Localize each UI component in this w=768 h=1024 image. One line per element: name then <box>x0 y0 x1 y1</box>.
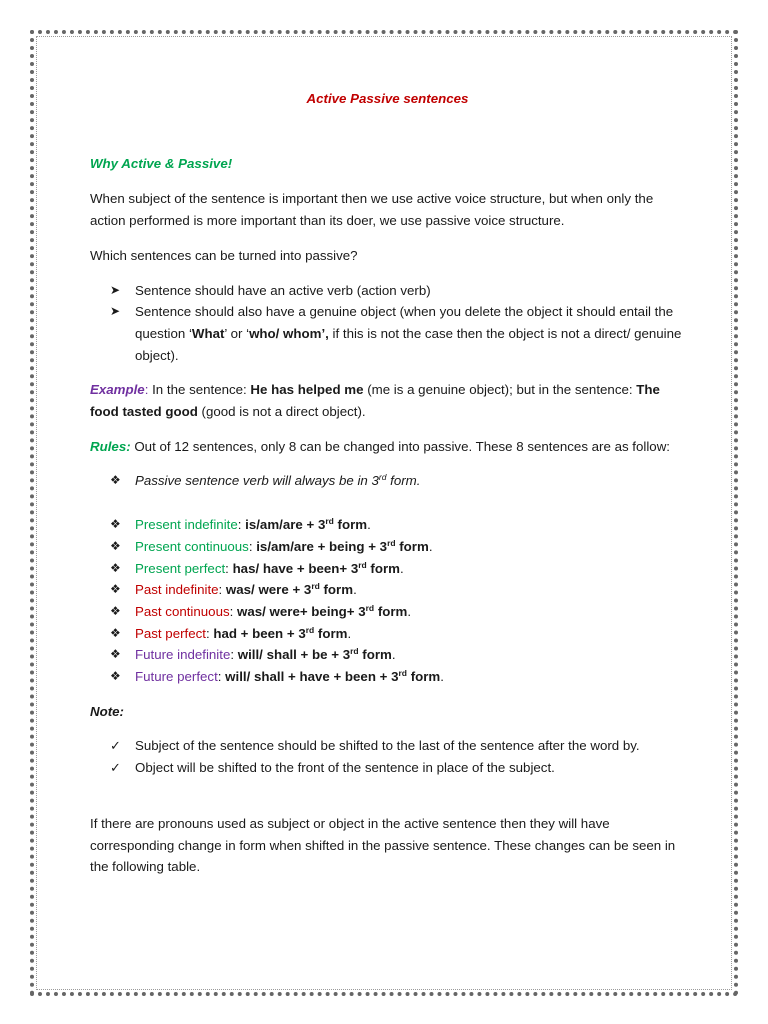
final-paragraph: If there are pronouns used as subject or object in the active sentence then they will have corresponding change in form when shifted in the passive sentence. These changes can be seen in the following table. <box>90 815 676 875</box>
which-question: Which sentences can be turned into passive? <box>90 247 358 263</box>
tense-formula: is/am/are + being + 3rd form <box>256 537 429 554</box>
requirement-text: ’ or ‘ <box>224 325 250 341</box>
note-item <box>90 735 685 757</box>
tense-item: ❖ Present perfect: has/ have + been+ 3rd form. <box>90 558 685 580</box>
tense-formula: will/ shall + have + been + 3rd form <box>225 668 441 685</box>
four-diamond-bullet-icon: ❖ <box>110 560 121 575</box>
tense-colon: : <box>230 647 238 663</box>
tense-name: Present continuous <box>135 538 249 554</box>
example-bold: The food tasted good <box>90 382 660 420</box>
tense-colon: : <box>225 560 233 576</box>
tense-colon: : <box>237 517 246 533</box>
passive-note-list <box>90 470 685 492</box>
checkmark-bullet-icon: ✓ <box>110 760 121 776</box>
requirement-text: Sentence should also have a genuine object (when you delete the object it should entail the question ‘ <box>135 304 674 341</box>
tense-formula: had + been + 3rd form <box>213 624 348 641</box>
four-diamond-bullet-icon: ❖ <box>110 517 121 532</box>
list-item <box>90 470 685 492</box>
example-text: (good is not a direct object). <box>197 404 366 420</box>
four-diamond-bullet-icon: ❖ <box>110 669 121 684</box>
spacer <box>90 492 685 514</box>
tense-list <box>90 514 685 688</box>
tense-name: Past perfect <box>135 625 206 641</box>
four-diamond-bullet-icon: ❖ <box>110 538 121 553</box>
tense-item: ❖ Present continuous: is/am/are + being + 3rd form. <box>90 536 685 558</box>
tense-name: Past indefinite <box>135 582 219 598</box>
requirements-list <box>90 280 685 367</box>
rules-label: Rules: <box>90 438 131 454</box>
four-diamond-bullet-icon: ❖ <box>110 582 121 597</box>
document-title: Active Passive sentences <box>306 91 469 106</box>
intro-paragraph: When subject of the sentence is important then we use active voice structure, but when only the action performed is more important than its doer, we use passive voice structure. <box>90 191 654 229</box>
checkmark-bullet-icon: ✓ <box>110 738 121 754</box>
document-body <box>90 88 685 891</box>
tense-colon: : <box>205 625 214 641</box>
four-diamond-bullet-icon: ❖ <box>110 473 121 488</box>
arrowhead-bullet-icon: ➤ <box>110 304 121 319</box>
tense-item: ❖ Present indefinite: is/am/are + 3rd form. <box>90 514 685 536</box>
tense-colon: : <box>229 603 238 619</box>
why-heading: Why Active & Passive! <box>90 155 233 171</box>
list-item <box>90 301 685 366</box>
example-label: Example <box>90 382 145 398</box>
tense-formula: has/ have + been+ 3rd form <box>232 559 400 576</box>
example-colon: : <box>144 382 149 398</box>
requirement-text: Sentence should have an active verb (action verb) <box>135 282 431 298</box>
tense-formula: was/ were + 3rd form <box>225 581 354 598</box>
note-list <box>90 735 685 778</box>
note-label: Note: <box>90 703 124 719</box>
tense-colon: : <box>248 538 257 554</box>
tense-item: ❖ Past indefinite: was/ were + 3rd form. <box>90 579 685 601</box>
tense-formula: was/ were+ being+ 3rd form <box>237 602 408 619</box>
note-text: Subject of the sentence should be shifted to the last of the sentence after the word by. <box>135 738 640 754</box>
four-diamond-bullet-icon: ❖ <box>110 647 121 662</box>
tense-name: Future perfect <box>135 669 218 685</box>
tense-name: Present indefinite <box>135 517 238 533</box>
tense-item: ❖ Past continuous: was/ were+ being+ 3rd form. <box>90 601 685 623</box>
note-text: Object will be shifted to the front of the sentence in place of the subject. <box>135 760 555 776</box>
tense-name: Past continuous <box>135 603 230 619</box>
tense-name: Future indefinite <box>135 647 231 663</box>
tense-formula: is/am/are + 3rd form <box>245 516 368 533</box>
arrowhead-bullet-icon: ➤ <box>110 282 121 297</box>
example-text: (me is a genuine object); but in the sentence: <box>363 382 637 398</box>
tense-name: Present perfect <box>135 560 226 576</box>
four-diamond-bullet-icon: ❖ <box>110 625 121 640</box>
tense-item: ❖ Future perfect: will/ shall + have + been + 3rd form. <box>90 666 685 688</box>
example-text: In the sentence: <box>148 382 251 398</box>
tense-item: ❖ Past perfect: had + been + 3rd form. <box>90 623 685 645</box>
tense-colon: : <box>217 669 226 685</box>
requirement-bold-who: who/ whom’, <box>249 325 329 341</box>
tense-colon: : <box>218 582 226 598</box>
four-diamond-bullet-icon: ❖ <box>110 603 121 618</box>
example-paragraph <box>90 379 685 422</box>
requirement-bold-what: What <box>191 325 225 341</box>
rules-paragraph <box>90 436 685 458</box>
requirement-text: if this is not the case then the object is not a direct/ genuine object). <box>135 325 682 363</box>
list-item <box>90 280 685 302</box>
tense-formula: will/ shall + be + 3rd form <box>237 646 392 663</box>
passive-note-text: Passive sentence verb will always be in 3rd form. <box>135 472 421 489</box>
note-item <box>90 757 685 779</box>
rules-text: Out of 12 sentences, only 8 can be changed into passive. These 8 sentences are as follow: <box>130 438 670 454</box>
tense-item: ❖ Future indefinite: will/ shall + be + 3rd form. <box>90 644 685 666</box>
example-bold: He has helped me <box>250 382 364 398</box>
